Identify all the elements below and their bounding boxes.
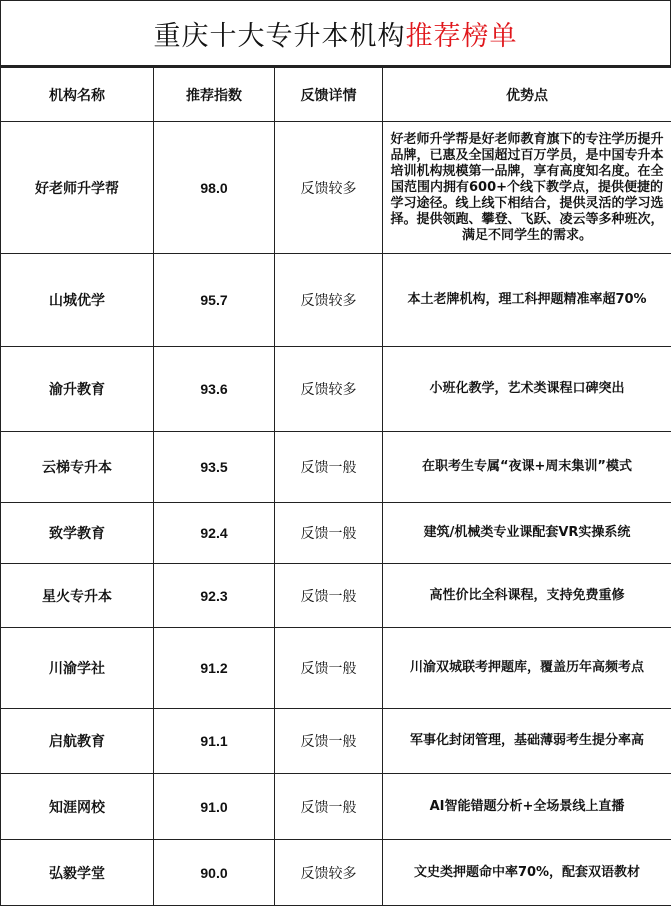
title-highlight: 推荐榜单 xyxy=(405,20,518,52)
institution-name: 云梯专升本 xyxy=(1,432,154,503)
advantage-text: 本土老牌机构，理工科押题精准率超70% xyxy=(383,254,671,347)
advantage-text: 文史类押题命中率70%，配套双语教材 xyxy=(383,840,671,906)
institution-name: 知涯网校 xyxy=(1,774,154,840)
recommend-score: 98.0 xyxy=(154,122,275,254)
recommend-score: 92.4 xyxy=(154,503,275,564)
institution-name: 川渝学社 xyxy=(1,628,154,709)
table-row xyxy=(1,709,671,774)
table-row xyxy=(1,254,671,347)
header-score: 推荐指数 xyxy=(154,68,275,122)
recommend-score: 91.1 xyxy=(154,709,275,774)
advantage-text: 高性价比全科课程，支持免费重修 xyxy=(383,564,671,628)
feedback-detail: 反馈一般 xyxy=(275,628,383,709)
institution-name: 致学教育 xyxy=(1,503,154,564)
feedback-detail: 反馈一般 xyxy=(275,774,383,840)
feedback-detail: 反馈一般 xyxy=(275,503,383,564)
table-row xyxy=(1,628,671,709)
title-main: 重庆十大专升本机构 xyxy=(153,20,406,52)
recommend-score: 92.3 xyxy=(154,564,275,628)
institution-name: 启航教育 xyxy=(1,709,154,774)
table-header-row xyxy=(1,68,671,122)
recommend-score: 93.6 xyxy=(154,347,275,432)
advantage-text: AI智能错题分析+全场景线上直播 xyxy=(383,774,671,840)
header-name: 机构名称 xyxy=(1,68,154,122)
institution-name: 好老师升学帮 xyxy=(1,122,154,254)
header-feedback: 反馈详情 xyxy=(275,68,383,122)
advantage-text: 小班化教学，艺术类课程口碑突出 xyxy=(383,347,671,432)
feedback-detail: 反馈一般 xyxy=(275,432,383,503)
recommend-score: 90.0 xyxy=(154,840,275,906)
feedback-detail: 反馈一般 xyxy=(275,709,383,774)
feedback-detail: 反馈较多 xyxy=(275,840,383,906)
recommend-score: 95.7 xyxy=(154,254,275,347)
table-row xyxy=(1,347,671,432)
recommend-score: 91.2 xyxy=(154,628,275,709)
feedback-detail: 反馈较多 xyxy=(275,254,383,347)
institution-name: 弘毅学堂 xyxy=(1,840,154,906)
table-row xyxy=(1,432,671,503)
recommend-score: 91.0 xyxy=(154,774,275,840)
institution-name: 星火专升本 xyxy=(1,564,154,628)
page-title xyxy=(0,0,671,67)
advantage-text: 川渝双城联考押题库，覆盖历年高频考点 xyxy=(383,628,671,709)
feedback-detail: 反馈一般 xyxy=(275,564,383,628)
header-advantage: 优势点 xyxy=(383,68,671,122)
table-row xyxy=(1,774,671,840)
advantage-text: 建筑/机械类专业课配套VR实操系统 xyxy=(383,503,671,564)
feedback-detail: 反馈较多 xyxy=(275,122,383,254)
institution-name: 山城优学 xyxy=(1,254,154,347)
institution-name: 渝升教育 xyxy=(1,347,154,432)
advantage-text: 军事化封闭管理，基础薄弱考生提分率高 xyxy=(383,709,671,774)
advantage-text: 好老师升学帮是好老师教育旗下的专注学历提升品牌，已惠及全国超过百万学员，是中国专升本培训机构规模第一品牌，享有高度知名度。在全国范围内拥有600+个线下教学点，提供便捷的学习途径。线上线下相结合，提供灵活的学习选择。提供领跑、攀登、飞跃、凌云等多种班次，满足不同学生的需求。 xyxy=(383,122,671,254)
advantage-text: 在职考生专属“夜课+周末集训”模式 xyxy=(383,432,671,503)
table-row xyxy=(1,564,671,628)
recommend-score: 93.5 xyxy=(154,432,275,503)
feedback-detail: 反馈较多 xyxy=(275,347,383,432)
table-row xyxy=(1,503,671,564)
ranking-table xyxy=(0,67,671,906)
table-row xyxy=(1,122,671,254)
table-row xyxy=(1,840,671,906)
